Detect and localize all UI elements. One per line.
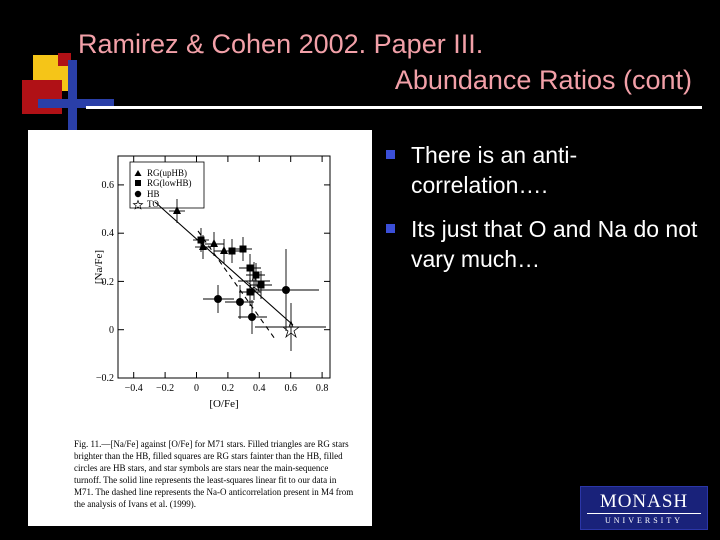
svg-text:HB: HB [147,189,160,199]
data-points [173,206,290,321]
svg-text:−0.2: −0.2 [156,383,175,394]
scatter-plot [90,148,340,418]
svg-text:−0.2: −0.2 [95,373,114,384]
svg-text:[Na/Fe]: [Na/Fe] [93,249,105,285]
page-title [78,26,708,98]
plot-svg [90,148,340,418]
svg-text:0.6: 0.6 [101,180,114,191]
svg-text:0.4: 0.4 [253,383,266,394]
decor-red-block [22,80,62,114]
svg-text:0.4: 0.4 [101,228,114,239]
svg-text:0.6: 0.6 [284,383,297,394]
svg-text:0.8: 0.8 [315,383,329,394]
list-item [386,140,706,200]
figure-caption: Fig. 11.—[Na/Fe] against [O/Fe] for M71 stars. Filled triangles are RG stars brighter than the HB, filled squares are RG stars fainter than the HB, filled circles are HB stars, and star symbols are stars near the main-sequence turnoff. The solid line represents the least-squares linear fit to our data in M71. The dashed line represents the Na-O anticorrelation present in M4 from the analysis of Ivans et al. (1999). [74,439,354,509]
list-item [386,214,706,274]
monash-logo-subtitle: UNIVERSITY [605,516,683,525]
svg-text:0: 0 [194,383,199,394]
fit-line-solid [155,202,293,325]
bullet-square-icon [386,150,395,159]
bullet-square-icon [386,224,395,233]
svg-text:0.2: 0.2 [101,277,114,288]
monash-logo-name: MONASH [587,489,701,514]
plot-legend [130,162,204,209]
page-title-line-1: Ramirez & Cohen 2002. Paper III. [78,29,484,59]
svg-text:0.2: 0.2 [221,383,235,394]
page-title-line-2: Abundance Ratios (cont) [394,65,692,95]
monash-logo [580,486,708,530]
bullet-text: Its just that O and Na do not vary much… [411,216,698,272]
bullet-text: There is an anti-correlation…. [411,142,578,198]
svg-text:[O/Fe]: [O/Fe] [209,398,239,410]
svg-text:−0.4: −0.4 [124,383,143,394]
svg-text:0: 0 [109,325,114,336]
title-divider [86,106,702,109]
error-bars [169,199,326,351]
figure-panel [28,130,372,526]
svg-text:RG(lowHB): RG(lowHB) [147,178,192,188]
svg-text:RG(upHB): RG(upHB) [147,168,187,178]
svg-text:TO: TO [147,199,159,209]
bullet-list [386,140,706,288]
